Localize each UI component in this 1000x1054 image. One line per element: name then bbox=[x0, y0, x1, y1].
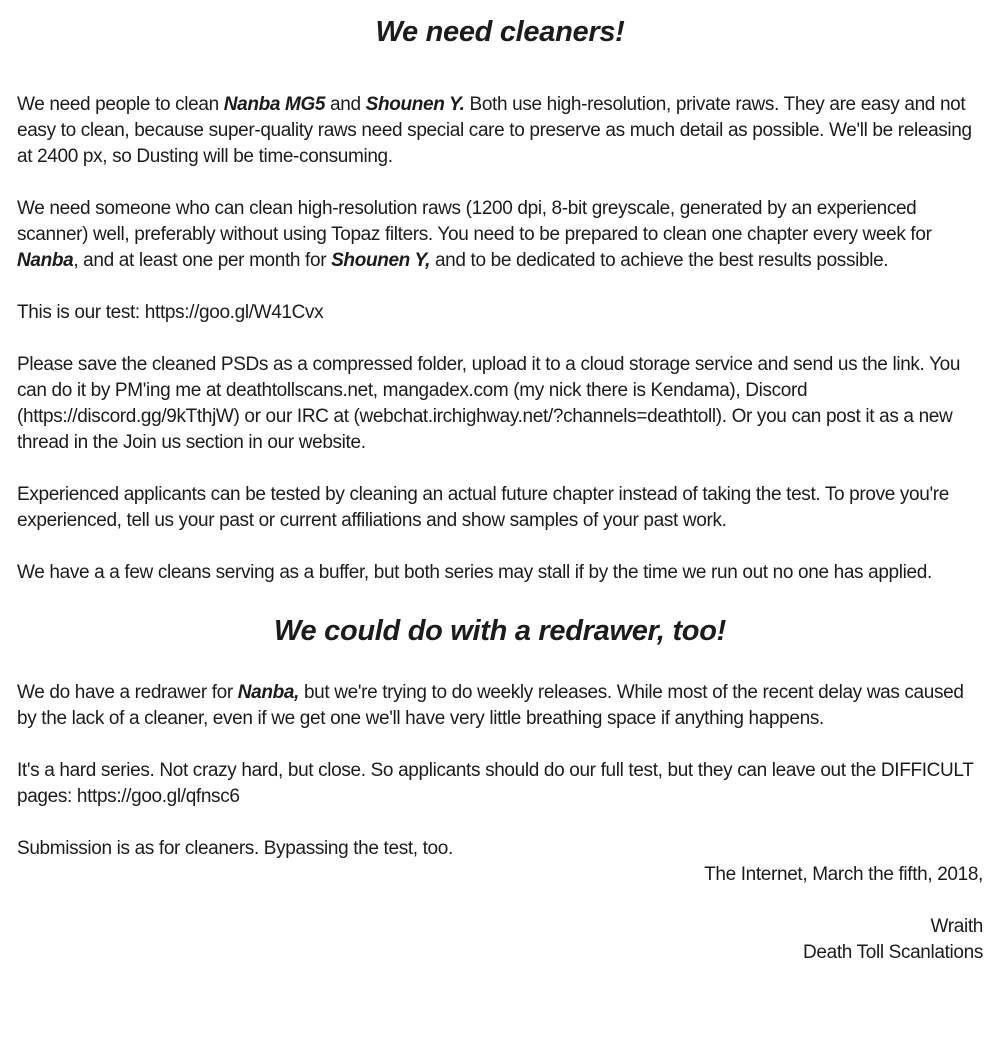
text-segment: Experienced applicants can be tested by cleaning an actual future chapter instead of taking the test. To prove you're experienced, tell us your past or current affiliations and show samples of your past work. bbox=[17, 484, 949, 531]
text-segment: This is our test: https://goo.gl/W41Cvx bbox=[17, 302, 324, 323]
text-segment: We need people to clean bbox=[17, 94, 224, 115]
series-title-emphasis: Nanba, bbox=[237, 682, 300, 703]
paragraph bbox=[17, 300, 983, 326]
signature-author bbox=[17, 914, 983, 940]
paragraph bbox=[17, 560, 983, 586]
text-segment: but we're trying to do weekly releases. While most of the recent delay was caused by the lack of a cleaner, even if we get one we'll have very little breathing space if anything happens. bbox=[17, 682, 964, 729]
series-title-emphasis: Shounen Y, bbox=[331, 250, 431, 271]
text-segment: It's a hard series. Not crazy hard, but close. So applicants should do our full test, but they can leave out the DIFFICULT pages: https://goo.gl/qfnsc6 bbox=[17, 760, 974, 807]
document-title: We need cleaners! bbox=[375, 16, 625, 48]
text-segment: and bbox=[325, 94, 366, 115]
paragraph bbox=[17, 92, 983, 170]
series-title-emphasis: Nanba MG5 bbox=[223, 94, 326, 115]
text-segment: and to be dedicated to achieve the best results possible. bbox=[430, 250, 889, 271]
text-segment: We have a a few cleans serving as a buffer, but both series may stall if by the time we run out no one has applied. bbox=[17, 562, 932, 583]
text-segment: Both use high-resolution, private raws. They are easy and not easy to clean, because super-quality raws need special care to preserve as much detail as possible. We'll be releasing at 2400 px, so Dusting will be time-consuming. bbox=[17, 94, 972, 167]
paragraph bbox=[17, 836, 983, 862]
text-segment: The Internet, March the fifth, 2018, bbox=[704, 864, 983, 885]
text-segment: Submission is as for cleaners. Bypassing the test, too. bbox=[17, 838, 453, 859]
series-title-emphasis: Shounen Y. bbox=[365, 94, 465, 115]
paragraph bbox=[17, 758, 983, 810]
text-segment: We do have a redrawer for bbox=[17, 682, 238, 703]
text-segment: Please save the cleaned PSDs as a compressed folder, upload it to a cloud storage service and send us the link. You can do it by PM'ing me at deathtollscans.net, mangadex.com (my nick there is Kendama), Discord (https://discord.gg/9kTthjW) or our IRC at (webchat.irchighway.net/?channels=deathtoll). Or you can post it as a new thread in the Join us section in our website. bbox=[17, 354, 961, 453]
signature-date bbox=[17, 862, 983, 888]
text-segment: , and at least one per month for bbox=[73, 250, 332, 271]
paragraph bbox=[17, 352, 983, 456]
text-segment: Death Toll Scanlations bbox=[803, 942, 983, 963]
paragraph bbox=[17, 482, 983, 534]
paragraph bbox=[17, 196, 983, 274]
text-segment: We need someone who can clean high-resolution raws (1200 dpi, 8-bit greyscale, generated by an experienced scanner) well, preferably without using Topaz filters. You need to be prepared to clean one chapter every week for bbox=[17, 198, 932, 245]
signature-group bbox=[17, 940, 983, 966]
paragraph bbox=[17, 680, 983, 732]
text-segment: Wraith bbox=[930, 916, 983, 937]
section-heading: We could do with a redrawer, too! bbox=[273, 615, 726, 647]
document-body bbox=[17, 92, 983, 966]
series-title-emphasis: Nanba bbox=[17, 250, 74, 271]
